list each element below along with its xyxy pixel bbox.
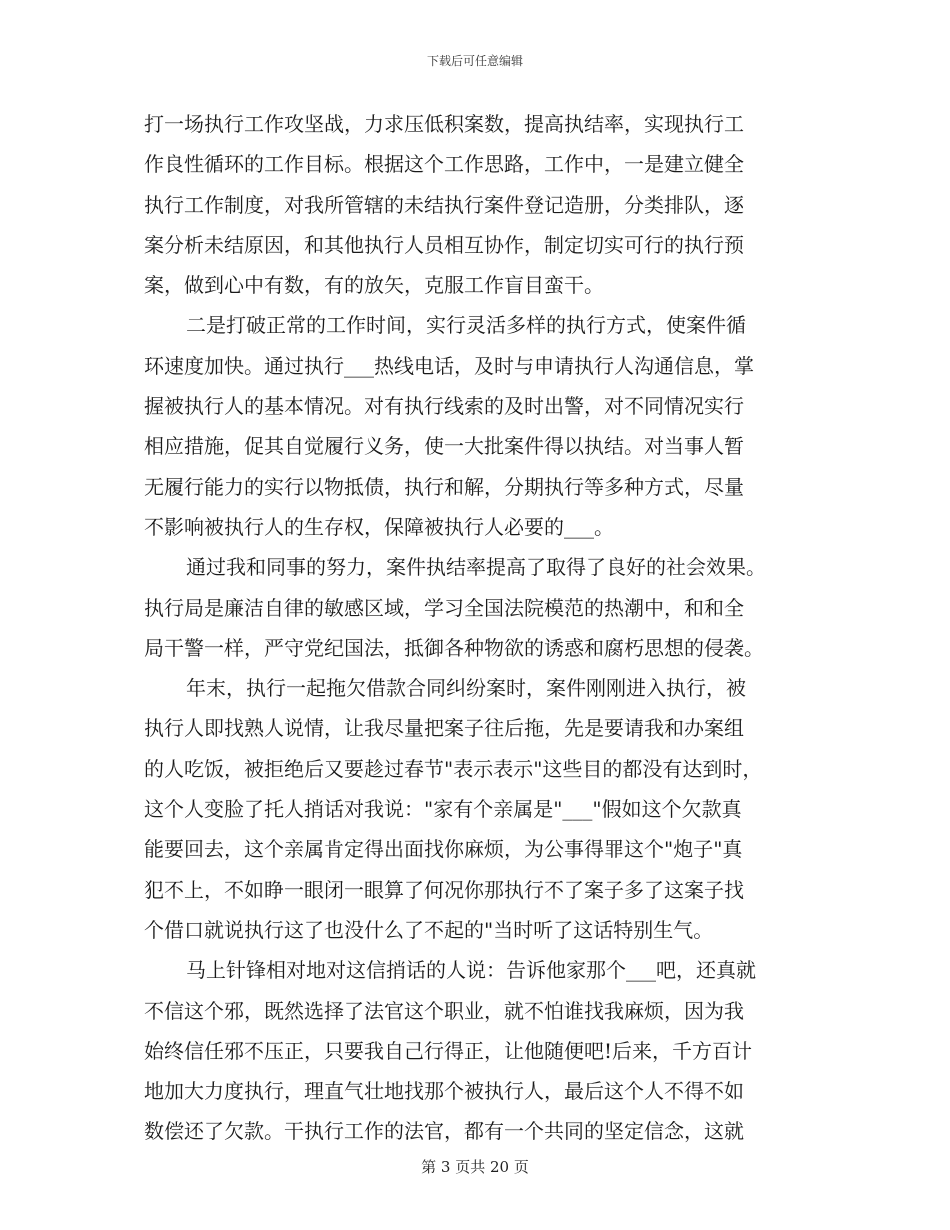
text-line: 相应措施，促其自觉履行义务，使一大批案件得以执结。对当事人暂 bbox=[144, 434, 744, 459]
text-line: 案分析未结原因，和其他执行人员相互协作，制定切实可行的执行预 bbox=[144, 232, 744, 257]
text-line: 能要回去，这个亲属肯定得出面找你麻烦，为公事得罪这个"炮子"真 bbox=[144, 837, 743, 862]
text-line: 个借口就说执行这了也没什么了不起的"当时听了这话特别生气。 bbox=[144, 917, 714, 942]
text-line: 案，做到心中有数，有的放矢，克服工作盲目蛮干。 bbox=[144, 273, 604, 298]
page-header-note: 下载后可任意编辑 bbox=[426, 54, 523, 68]
text-line: 局干警一样，严守党纪国法，抵御各种物欲的诱惑和腐朽思想的侵袭。 bbox=[144, 635, 764, 660]
text-line: 始终信任邪不压正，只要我自己行得正，让他随便吧!后来，千方百计 bbox=[144, 1038, 753, 1063]
text-line: 打一场执行工作攻坚战，力求压低积案数，提高执结率，实现执行工 bbox=[144, 112, 744, 136]
text-line: 不信这个邪，既然选择了法官这个职业，就不怕谁找我麻烦，因为我 bbox=[144, 998, 744, 1023]
text-line: 的人吃饭，被拒绝后又要趁过春节"表示表示"这些目的都没有达到时， bbox=[144, 756, 763, 781]
text-line: 这个人变脸了托人捎话对我说："家有个亲属是"___"假如这个欠款真 bbox=[144, 797, 742, 822]
text-line: 执行局是廉洁自律的敏感区域，学习全国法院模范的热潮中，和和全 bbox=[144, 595, 744, 620]
text-line: 犯不上，不如睁一眼闭一眼算了何况你那执行不了案子多了这案子找 bbox=[144, 877, 744, 902]
paragraph-start-line: 二是打破正常的工作时间，实行灵活多样的执行方式，使案件循 bbox=[186, 313, 746, 338]
page-number: 第 3 页共 20 页 bbox=[421, 1158, 529, 1176]
document-body bbox=[144, 104, 808, 1152]
text-line: 数偿还了欠款。干执行工作的法官，都有一个共同的坚定信念，这就 bbox=[144, 1119, 744, 1144]
text-line: 环速度加快。通过执行___热线电话，及时与申请执行人沟通信息，掌 bbox=[144, 353, 754, 378]
text-line: 不影响被执行人的生存权，保障被执行人必要的___。 bbox=[144, 514, 614, 539]
text-line: 执行人即找熟人说情，让我尽量把案子往后拖，先是要请我和办案组 bbox=[144, 716, 744, 741]
text-line: 无履行能力的实行以物抵债，执行和解，分期执行等多种方式，尽量 bbox=[144, 474, 744, 499]
text-line: 执行工作制度，对我所管辖的未结执行案件登记造册，分类排队，逐 bbox=[144, 192, 744, 217]
text-line: 地加大力度执行，理直气壮地找那个被执行人，最后这个人不得不如 bbox=[144, 1079, 744, 1104]
paragraph-start-line: 年末，执行一起拖欠借款合同纠纷案时，案件刚刚进入执行，被 bbox=[186, 676, 746, 701]
paragraph-start-line: 通过我和同事的努力，案件执结率提高了取得了良好的社会效果。 bbox=[186, 555, 766, 580]
text-line: 作良性循环的工作目标。根据这个工作思路，工作中，一是建立健全 bbox=[144, 152, 744, 177]
paragraph-start-line: 马上针锋相对地对这信捎话的人说：告诉他家那个___吧，还真就 bbox=[186, 958, 756, 983]
text-line: 握被执行人的基本情况。对有执行线索的及时出警，对不同情况实行 bbox=[144, 394, 744, 419]
